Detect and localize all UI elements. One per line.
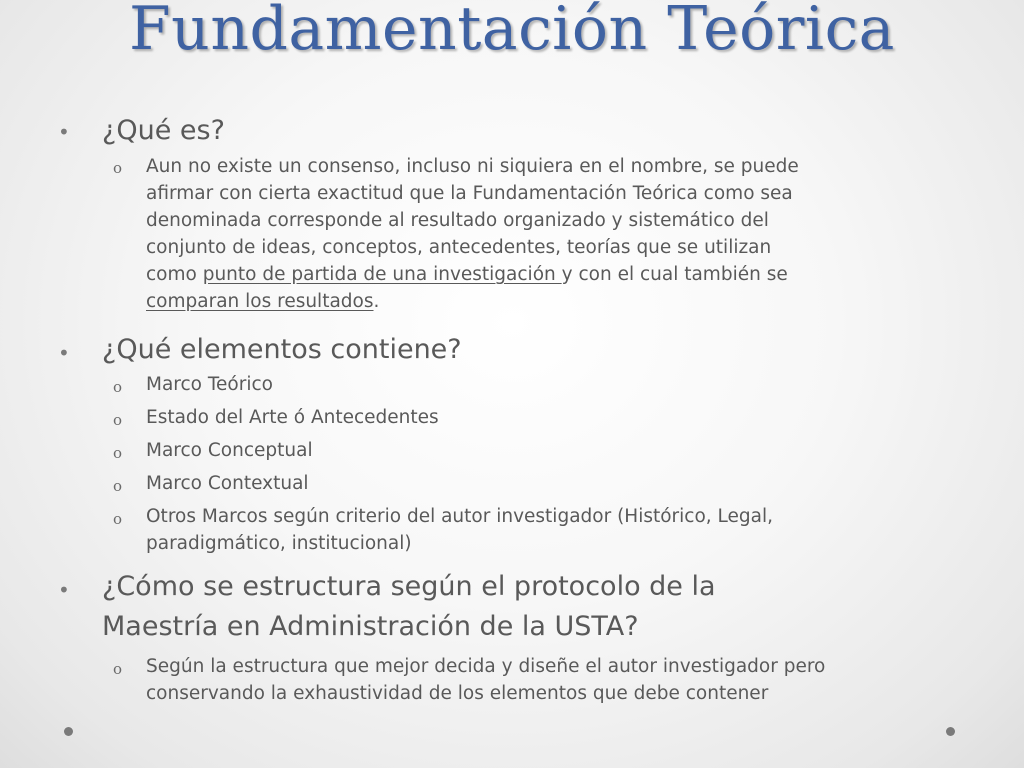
definition-line-5 <box>146 261 788 288</box>
bullet-heading-elementos: ¿Qué elementos contiene? <box>102 334 462 365</box>
slide-title: Fundamentación Teórica <box>129 0 895 64</box>
sub-bullet-marker: o <box>113 378 123 396</box>
sub-bullet-marker: o <box>113 660 123 678</box>
definition-line-4: conjunto de ideas, conceptos, antecedentes, teorías que se utilizan <box>146 237 772 258</box>
definition-line-1: Aun no existe un consenso, incluso ni siquiera en el nombre, se puede <box>146 156 799 177</box>
bullet-heading-estructura-line-2: Maestría en Administración de la USTA? <box>102 611 639 642</box>
list-item-marco-teorico: Marco Teórico <box>146 374 273 395</box>
bullet-heading-que-es: ¿Qué es? <box>102 115 225 146</box>
sub-bullet-marker: o <box>113 159 123 177</box>
definition-line-5-start: como <box>146 264 203 285</box>
estructura-answer-line-1: Según la estructura que mejor decida y diseñe el autor investigador pero <box>146 656 826 677</box>
definition-line-3: denominada corresponde al resultado organizado y sistemático del <box>146 210 769 231</box>
sub-bullet-marker: o <box>113 411 123 429</box>
corner-dot-right <box>946 727 955 736</box>
definition-line-6-end: . <box>373 291 380 312</box>
underlined-comparan-resultados: comparan los resultados <box>146 291 374 312</box>
definition-line-6 <box>146 288 379 315</box>
list-item-marco-conceptual: Marco Conceptual <box>146 440 313 461</box>
underlined-punto-de-partida: punto de partida de una investigación <box>202 264 562 285</box>
sub-bullet-marker: o <box>113 477 123 495</box>
sub-bullet-marker: o <box>113 510 123 528</box>
list-item-otros-marcos-line-1: Otros Marcos según criterio del autor investigador (Histórico, Legal, <box>146 506 774 527</box>
list-item-estado-del-arte: Estado del Arte ó Antecedentes <box>146 407 439 428</box>
estructura-answer-line-2: conservando la exhaustividad de los elementos que debe contener <box>146 683 769 704</box>
list-item-otros-marcos-line-2: paradigmático, institucional) <box>146 533 412 554</box>
list-item-marco-contextual: Marco Contextual <box>146 473 309 494</box>
corner-dot-left <box>64 727 73 736</box>
bullet-marker: • <box>58 120 70 144</box>
sub-bullet-marker: o <box>113 444 123 462</box>
definition-line-2: afirmar con cierta exactitud que la Fundamentación Teórica como sea <box>146 183 793 204</box>
bullet-marker: • <box>58 578 70 602</box>
definition-line-5-end: y con el cual también se <box>561 264 788 285</box>
bullet-marker: • <box>58 341 70 365</box>
bullet-heading-estructura-line-1: ¿Cómo se estructura según el protocolo de la <box>102 571 716 602</box>
